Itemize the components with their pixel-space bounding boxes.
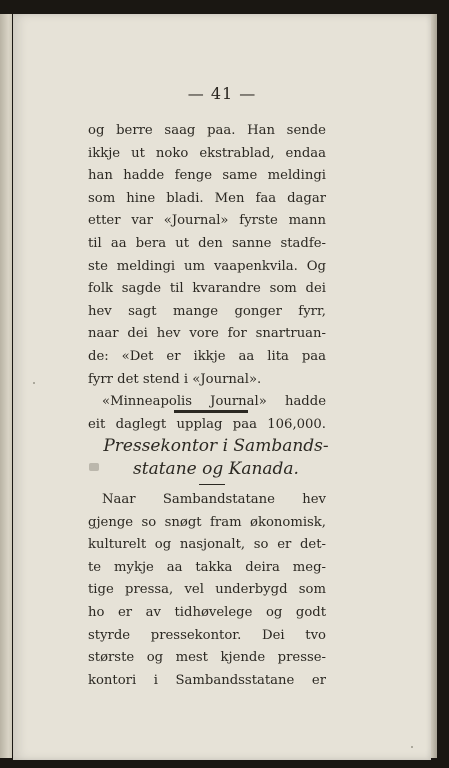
text-line: fyrr det stend i «Journal». — [88, 371, 262, 387]
page-right-edge — [431, 14, 437, 758]
text-line: tige pressa, vel underbygd som — [88, 582, 326, 598]
text-line: de: «Det er ikkje aa lita paa — [88, 348, 326, 364]
text-line: til aa bera ut den sanne stadfe- — [88, 235, 326, 251]
previous-page-edge — [0, 14, 12, 758]
text-line: han hadde fenge same meldingi — [88, 168, 326, 184]
text-line: styrde pressekontor. Dei tvo — [88, 627, 326, 643]
text-line: og berre saag paa. Han sende — [88, 123, 326, 138]
paper-speck — [33, 382, 35, 384]
paper-speck — [411, 746, 413, 748]
text-line: «Minneapolis Journal» hadde — [102, 394, 326, 410]
page-number: — 41 — — [187, 84, 257, 103]
book-page — [13, 14, 431, 760]
text-line: ho er av tidhøvelege og godt — [88, 604, 326, 620]
heading-line-2: statane og Kanada. — [133, 459, 299, 479]
heading-underline — [199, 484, 225, 485]
text-line: ste meldingi um vaapenkvila. Og — [88, 258, 326, 274]
text-line: ikkje ut noko ekstrablad, endaa — [88, 145, 326, 161]
text-line: kontori i Sambandsstatane er — [88, 672, 326, 688]
heading-line-1: Pressekontor i Sambands- — [103, 436, 329, 456]
text-line: gjenge so snøgt fram økonomisk, — [88, 514, 326, 530]
text-line: Naar Sambandstatane hev — [102, 492, 326, 507]
text-line: hev sagt mange gonger fyrr, — [88, 303, 326, 319]
paper-blemish — [89, 463, 99, 471]
text-line: som hine bladi. Men faa dagar — [88, 190, 326, 206]
text-line: kulturelt og nasjonalt, so er det- — [88, 537, 326, 553]
text-line: etter var «Journal» fyrste mann — [88, 213, 326, 229]
text-line: folk sagde til kvarandre som dei — [88, 281, 326, 297]
paragraph-2 — [88, 489, 326, 692]
text-line: største og mest kjende presse- — [88, 650, 326, 666]
text-line: te mykje aa takka deira meg- — [88, 559, 326, 575]
text-line: eit daglegt upplag paa 106,000. — [88, 416, 326, 432]
section-separator — [174, 410, 248, 413]
text-line: naar dei hev vore for snartruan- — [88, 326, 326, 342]
section-heading — [81, 435, 351, 481]
paragraph-1 — [88, 120, 326, 436]
